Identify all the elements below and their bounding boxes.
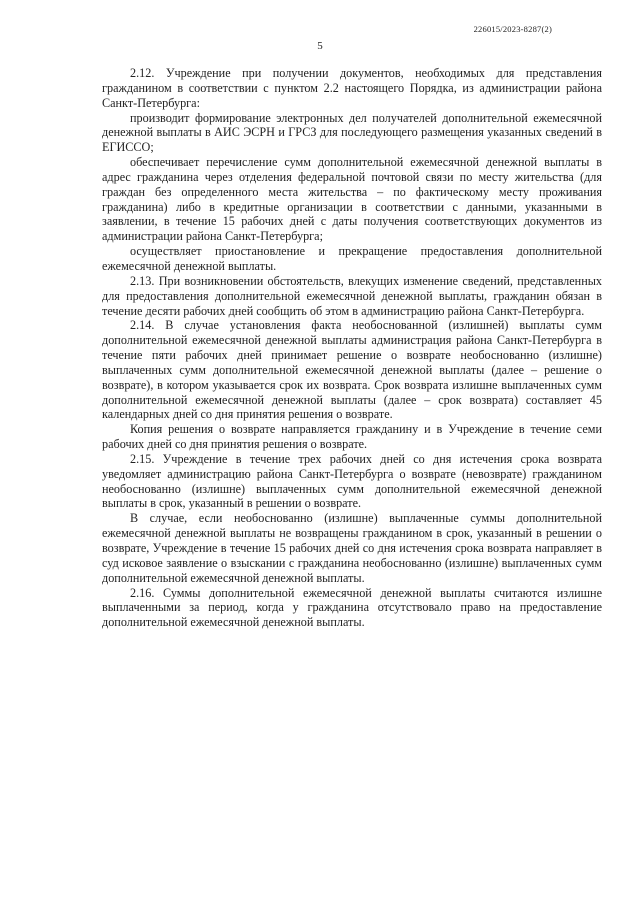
paragraph-2-13: 2.13. При возникновении обстоятельств, влекущих изменение сведений, представленных для предоставления дополнительной ежемесячной денежной выплаты, гражданин обязан в течение десяти рабочих дней сообщить об этом в администрацию района Санкт-Петербурга.	[102, 273, 602, 318]
paragraph-2-12-item-2: обеспечивает перечисление сумм дополнительной ежемесячной денежной выплаты в адрес гражданина через отделения федеральной почтовой связи по месту жительства (для граждан без определенного места жительства – по фактическому месту проживания гражданина) либо в кредитные организации в соответствии с данными, указанными в заявлении, в течение 15 рабочих дней с даты получения соответствующих документов из администрации района Санкт-Петербурга;	[102, 155, 602, 244]
paragraph-2-16: 2.16. Суммы дополнительной ежемесячной денежной выплаты считаются излишне выплаченными за период, когда у гражданина отсутствовало право на предоставление дополнительной ежемесячной денежной выплаты.	[102, 585, 602, 630]
paragraph-2-14: 2.14. В случае установления факта необоснованной (излишней) выплаты сумм дополнительной ежемесячной денежной выплаты администрация района Санкт-Петербурга в течение пяти рабочих дней принимает решение о возврате необоснованно (излишне) выплаченных сумм дополнительной ежемесячной денежной выплаты (далее – решение о возврате), в котором указывается срок их возврата. Срок возврата излишне выплаченных сумм дополнительной ежемесячной денежной выплаты (далее – срок возврата) составляет 45 календарных дней со дня принятия решения о возврате.	[102, 318, 602, 422]
paragraph-2-15-case: В случае, если необоснованно (излишне) выплаченные суммы дополнительной ежемесячной денежной выплаты не возвращены гражданином в срок, указанный в решении о возврате, Учреждение в течение 15 рабочих дней со дня истечения срока возврата направляет в суд исковое заявление о взыскании с гражданина необоснованно (излишне) выплаченных сумм дополнительной ежемесячной денежной выплаты.	[102, 511, 602, 585]
page-number: 5	[317, 40, 323, 52]
document-registration-number: 226015/2023-8287(2)	[473, 24, 552, 34]
paragraph-2-15: 2.15. Учреждение в течение трех рабочих дней со дня истечения срока возврата уведомляет администрацию района Санкт-Петербурга о возврате (невозврате) гражданином необоснованно (излишне) выплаченных сумм дополнительной ежемесячной денежной выплаты в срок, указанный в решении о возврате.	[102, 451, 602, 511]
paragraph-2-14-copy: Копия решения о возврате направляется гражданину и в Учреждение в течение семи рабочих дней со дня принятия решения о возврате.	[102, 422, 602, 452]
document-body	[102, 66, 602, 630]
paragraph-2-12-item-1: производит формирование электронных дел получателей дополнительной ежемесячной денежной выплаты в АИС ЭСРН и ГРСЗ для последующего размещения указанных сведений в ЕГИССО;	[102, 110, 602, 155]
paragraph-2-12: 2.12. Учреждение при получении документов, необходимых для представления гражданином в соответствии с пунктом 2.2 настоящего Порядка, из администрации района Санкт-Петербурга:	[102, 66, 602, 110]
paragraph-2-12-item-3: осуществляет приостановление и прекращение предоставления дополнительной ежемесячной денежной выплаты.	[102, 244, 602, 273]
